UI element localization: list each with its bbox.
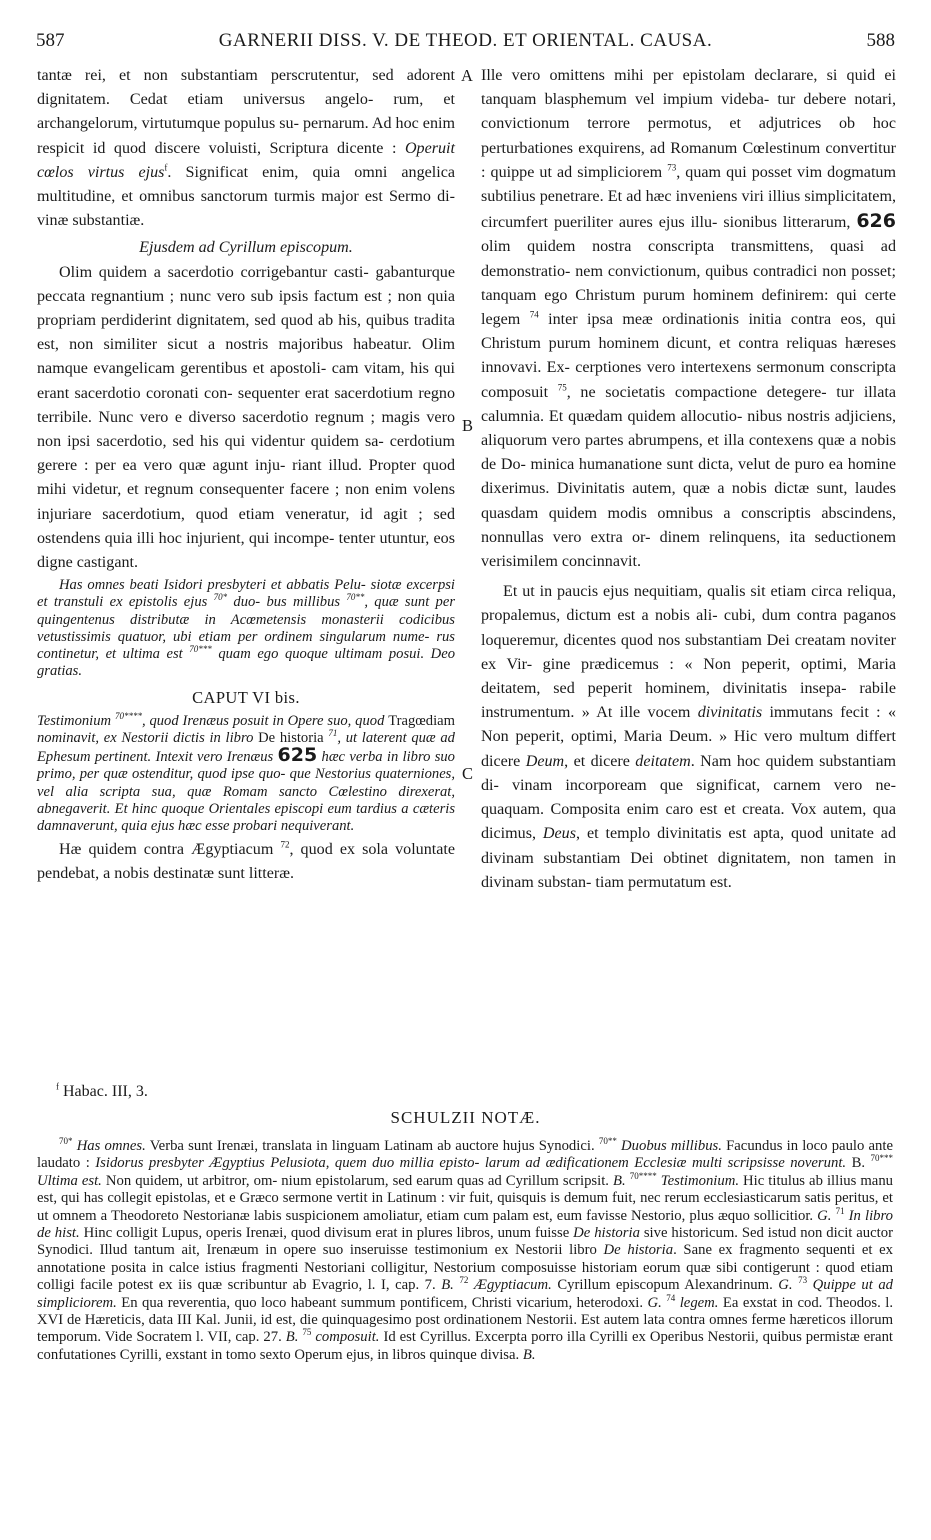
editor-notes [37,1138,893,1364]
footnote: $^f$ Habac. III, 3. [56,1081,148,1100]
right-column [481,64,896,895]
margin-marker-a: A [461,66,473,85]
margin-marker-c: C [462,764,474,783]
running-title: GARNERII DISS. V. DE THEOD. ET ORIENTAL. CAUSA. [218,30,713,51]
page-number-left: 587 [36,30,65,51]
left-paragraph-2: Olim quidem a sacerdotio corrigebantur casti- gabanturque peccata regnantium ; nunc vero sub ipsis factum est ; non quia propriam perdiderint dignitatem, sed quod ab his, quibus tradita est, non similiter sicut a nostris majoribus habeatur. Olim namque evangelicam gerentibus et apostoli- cam vitam, his qui erant sacerdotio coronati con- sequenter erat sacerdotium regno terribile. Nunc vero e diverso sacerdotio regnum ; magis vero non ipsi sacerdotio, sed his qui videntur quidem sa- cerdotium gerere : per ea vero quæ agunt inju- riant illud. Propter quod mihi videtur, et regnum consequenter facere ; non enim volens injuriare sacerdotium, quod etiam veneratur, id agit ; sed ostendens quia illi hoc injurient, qui incompe- tenter utuntur, eos digne castigant. [37,263,455,572]
section-heading: Ejusdem ad Cyrillum episcopum. [139,239,353,257]
margin-marker-b: B [462,416,474,435]
colophon: Has omnes beati Isidori presbyteri et abbatis Pelu- siotæ excerpsi et transtuli ex epistolis ejus $^{70*}$ duo- bus millibus $^{70**}$, quæ sunt per quingentenus distributæ in Acœmetensis monasterii codicibus vetustissimis quatuor, ubi etiam per ordinem singularum nume- rus continetur, et ultima est $^{70***}$ quam ego quoque ultimam posui. Deo gratias. [37,577,456,680]
scripture-quote: Operuit cœlos virtus ejus [37,139,456,181]
right-paragraph-1: Ille vero omittens mihi per epistolam declarare, si quid ei tanquam blasphemum vel impium videba- tur debere notari, convictionum terrore permotus, et adjutrices ob hoc perturbationes exquirens, ad Romanum Cœlestinum convertitur : quippe ut ad simpliciorem $^{73}$, quam qui posset vim dogmatum subtilius penetrare. Et ad hæc inveniens viri illius simplicitatem, circumfert pueriliter aures ejus illu- sionibus litterarum, 626 olim quidem nostra conscripta transmittens, quasi ad demonstratio- nem convictionum, quibus contradici non posset; tanquam ego Christum purum hominem definirem: qui certe legem $^{74}$ inter ipsa meæ ordinationis initia contra eos, qui Christum purum hominem dicunt, et contra reliquas hæreses innovavi. Ex- cerptiones vero intertexens sermonum conscripta composuit $^{75}$, ne societatis compactione detegere- tur illata calumnia. Et quædam quidem allocutio- nibus nostris adjiciens, aliquorum vero partes abrumpens, et illa contexens quæ a nobis de Do- minica humanatione sunt dicta, velut de puro ea homine dixerimus. Divinitatis autem, quæ a nobis dictæ sunt, laudes quasdam quidem modis omnibus a conscriptis abscindens, nonnullas vero extra or- dinem relinquens, ita seductionem verisimilem concinnavit. [481,67,897,571]
notes-paragraph: $^{70*}$ Has omnes. Verba sunt Irenæi, translata in linguam Latinam ab auctore hujus Synodici. $^{70**}$ Duobus millibus. Facundus in loco paulo ante laudato : Isidorus presbyter Ægyptius Pelusiota, quem duo millia episto- larum ad ædificationem Ecclesiæ multi scripsisse noverunt. B. $^{70***}$ Ultima est. Non quidem, ut arbitror, om- nium epistolarum, sed earum quas ad Cyrillum scripsit. B. $^{70****}$ Testimonium. Hic titulus ab illius manu est, qui has collegit epistolas, et e Græco sermone vertit in Latinum : vir fuit, quisquis is demum fuit, nec rerum ecclesiasticarum satis peritus, et ut omnem a Theodoreto Nestorianæ labis suspicionem amoliatur, etiam cum palam est, eum favisse Nestorio, plus æquo sollicitior. G. $^{71}$ In libro de hist. Hinc colligit Lupus, operis Irenæi, quod divisum erat in plures libros, unum fuisse De historia sive historicum. Sed istud non dicit auctor Synodici. Illud tantum ait, Irenæum in opere suo inseruisse testimonium ex Nestorii libro De historia. Sane ex fragmento sequenti et ex annotatione posita in calce istius fragmenti Nestoriani colligitur, Nestorium composuisse historiam eorum quæ sibi contigerunt : quod etiam colligi facile potest ex iis quæ scribuntur ab Evagrio, l. I, cap. 7. B. $^{72}$ Ægyptiacum. Cyrillum episcopum Alexandrinum. G. $^{73}$ Quippe ut ad simpliciorem. En qua reverentia, quo loco habeant summum pontificem, Christi vicarium, heterodoxi. G. $^{74}$ legem. Ea exstat in cod. Theodos. l. XVI de Hæreticis, data III Kal. Junii, id est, die quinquagesimo post ordinationem Nestorii. Est autem lata contra omnes ferme hæreticos illorum temporum. Vide Socratem l. VII, cap. 27. B. $^{75}$ composuit. Id est Cyrillus. Excerpta porro illa Cyrilli ex Operibus Nestorii, quibus permistæ erant confutationes Cyrilli, exstant in tomo sexto Operum ejus, in libros quinque divisa. B. [37,1136,894,1363]
running-head [36,30,895,58]
page-marker-626: 626 [856,210,896,233]
left-paragraph-1: tantæ rei, et non substantiam perscrutentur, sed adorent dignitatem. Cedat etiam universus angelo- rum, et archangelorum, virtutumque populus su- pernarum. Ad hoc enim respicit id quod discere voluisti, Scriptura dicente : Operuit cœlos virtus ejus$^f$. Significat enim, quia omni angelica multitudine, et omnibus sanctorum turmis major est Sermo di- vinæ substantiæ. [37,67,456,230]
right-paragraph-2: Et ut in paucis ejus nequitiam, qualis sit etiam circa reliqua, propalemus, dictum est a nobis ali- cubi, dum contra paganos loqueremur, dicentes quod nos substantiam Dei creatam noviter ex Vir- gine prædicemus : « Non peperit, optimi, Maria deitatem, sed peperit hominem, divinitatis insepa- rabile instrumentum. » At ille vocem divinitatis immutans fecit : « Non peperit, optimi, Maria Deum. » Hic vero multum differt dicere Deum, et dicere deitatem. Nam hoc quidem substantiam di- vinam incorpoream que significat, carnem vero ne- quaquam. Composita enim caro est et creata. Vox autem, qua dicimus, Deus, et templo divinitatis est apta, quod unitate ad divinam substantiam Dei obtinet dignitatem, non tamen in divinam substan- tiam permutatum est. [481,583,897,891]
footnote-ref-f: f [164,162,168,173]
left-column [37,64,455,887]
page-marker-625: 625 [277,744,318,767]
notes-title: SCHULZII NOTÆ. [390,1108,541,1127]
testimonium: Testimonium $^{70****}$, quod Irenæus posuit in Opere suo, quod Tragœdiam nominavit, ex Nestorii dictis in libro De historia $^{71}$, ut laterent quæ ad Ephesum pertinent. Intexit vero Irenæus 625 hæc verba in libro suo primo, per quæ ostenditur, quod ipse quo- que Nestorius quaterniones, vel alia scripta sua, quæ Romam sancto Cœlestino direxerat, abnegaverit. Et hinc quoque Orientales episcopi eum tardius a cæteris damnaverunt, quia ejus hæc esse probari nequiverant. [37,710,455,834]
page-number-right: 588 [866,30,895,51]
left-paragraph-3: Hæ quidem contra Ægyptiacum $^{72}$, quod ex sola voluntate pendebat, a nobis destinatæ sunt litteræ. [37,839,455,883]
chapter-heading: CAPUT VI bis. [192,688,300,708]
